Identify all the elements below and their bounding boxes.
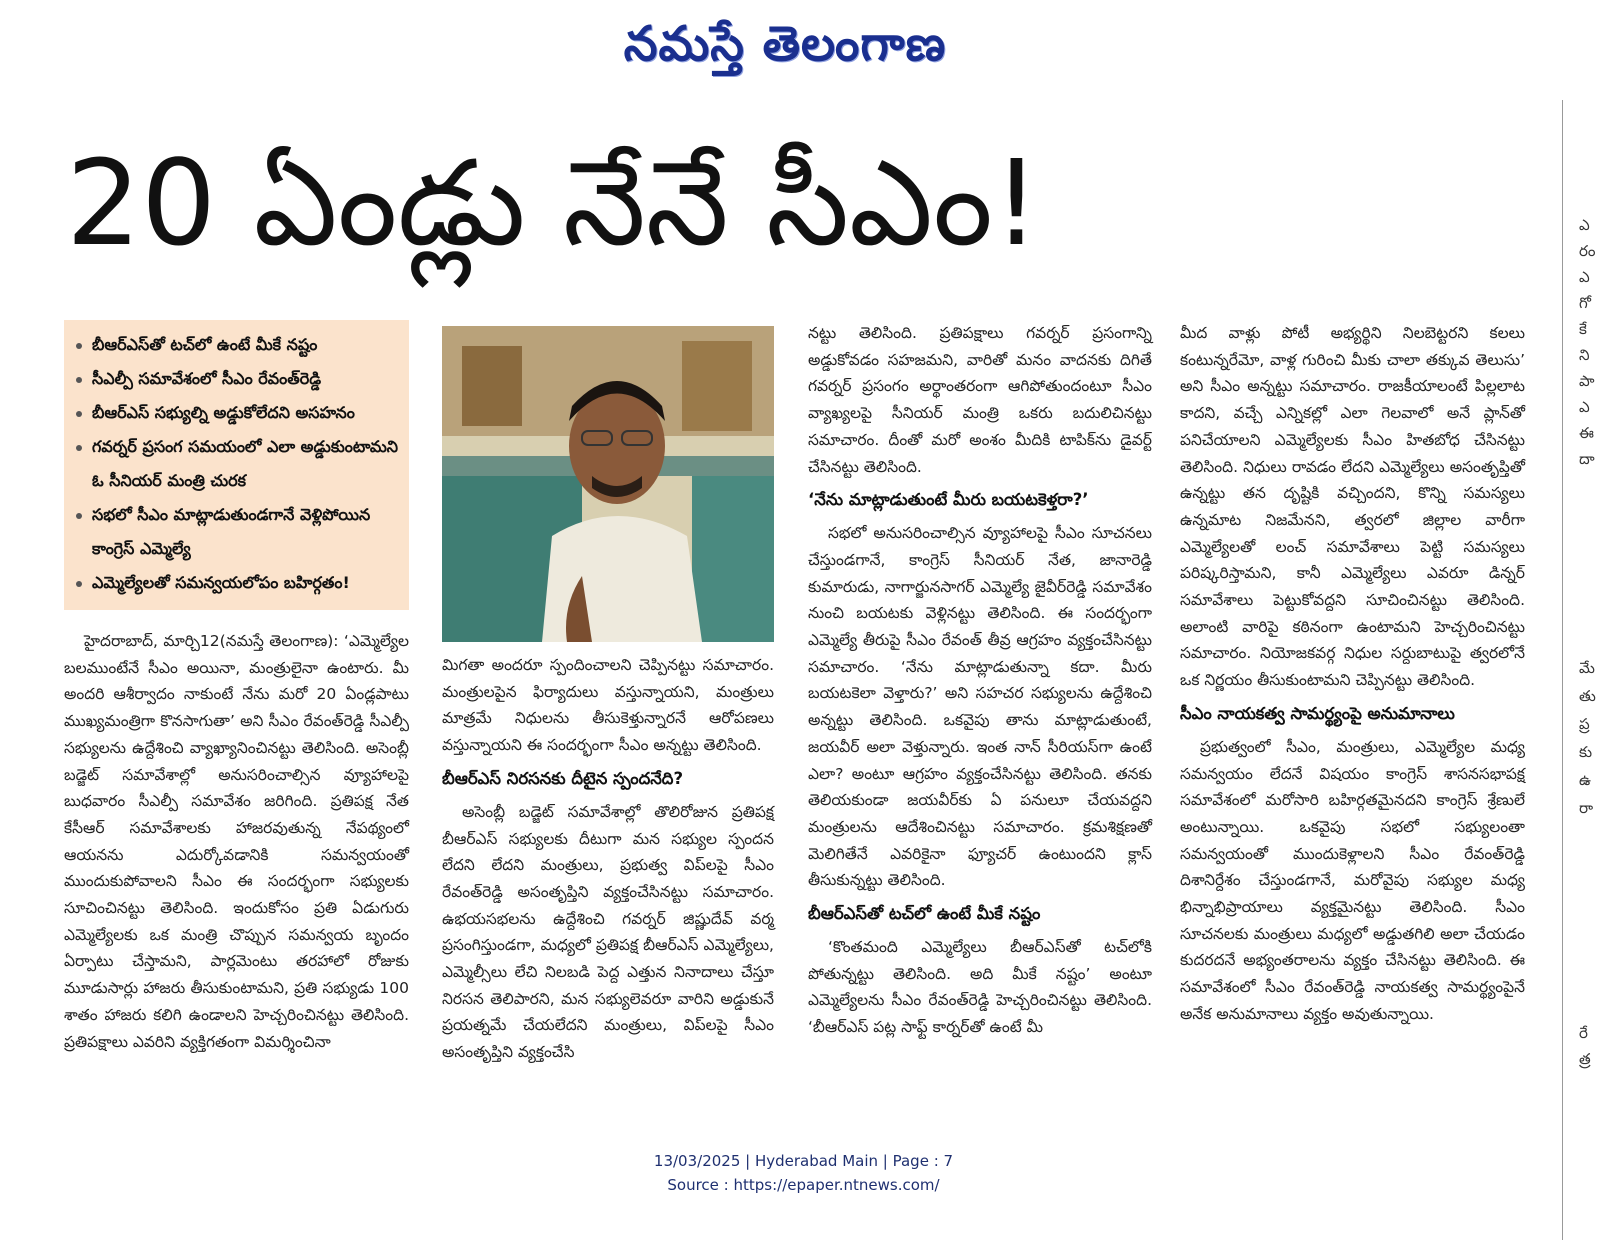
cm-photo-illustration (442, 326, 774, 642)
footer-date-edition: 13/03/2025 | Hyderabad Main | Page : 7 (653, 1152, 954, 1170)
section-heading: సీఎం నాయకత్వ సామర్థ్యంపై అనుమానాలు (1180, 703, 1455, 723)
fragment-text: కు (1579, 743, 1593, 761)
highlight-item: బీఆర్‌ఎస్ సభ్యుల్ని అడ్డుకోలేదని అసహనం (74, 396, 399, 430)
highlight-item: సభలో సీఎం మాట్లాడుతుండగానే వెళ్లిపోయిన కాంగ్రెస్ ఎమ్మెల్యే (74, 498, 399, 566)
article-paragraph: ప్రభుత్వంలో సీఎం, మంత్రులు, ఎమ్మెల్యేల మధ్య సమన్వయం లేదనే విషయం కాంగ్రెస్ శాసనసభాపక్ష సమావేశంలో మరోసారి బహిర్గతమైనదని కాంగ్రెస్ శ్రేణులే అంటున్నాయి. ఒకవైపు సభలో సభ్యులంతా సమన్వయంతో ముందుకెళ్లాలని సీఎం రేవంత్‌రెడ్డి దిశానిర్దేశం చేస్తుండగానే, మరోవైపు సభ్యుల మధ్య భిన్నాభిప్రాయాలు వ్యక్తమైనట్టు తెలిసింది. సీఎం సూచనలకు మంత్రులు మధ్యలో అడ్డుతగిలి అలా చేయడం కుదరదనే అభ్యంతరాలను వ్యక్తం చేసినట్టు తెలిసింది. ఈ సమావేశంలో సీఎం రేవంత్‌రెడ్డి నాయకత్వ సామర్థ్యంపైనే అనేక అనుమానాలు వ్యక్తం అవుతున్నాయి. (1180, 737, 1525, 1023)
footer-source-link[interactable]: Source : https://epaper.ntnews.com/ (667, 1176, 940, 1194)
fragment-text: పా (1579, 372, 1595, 390)
fragment-text: ఎ (1579, 398, 1590, 416)
article-column-2 (442, 652, 774, 1066)
fragment-text: దా (1579, 450, 1595, 468)
section-heading: బీఆర్‌ఎస్‌తో టచ్‌లో ఉంటే మీకే నష్టం (808, 904, 1041, 924)
masthead-logo: నమస్తే తెలంగాణ (623, 16, 947, 72)
fragment-text: ఉ (1579, 771, 1591, 789)
headline: 20 ఏండ్లు నేనే సీఎం! (66, 134, 1041, 272)
fragment-text: త్ర (1579, 1050, 1591, 1068)
fragment-text: రా (1579, 799, 1594, 817)
fragment-text: ఎ (1579, 216, 1590, 234)
fragment-text: కే (1579, 320, 1587, 338)
fragment-text: తు (1579, 687, 1596, 705)
article-paragraph: నట్టు తెలిసింది. ప్రతిపక్షాలు గవర్నర్ ప్రసంగాన్ని అడ్డుకోవడం సహజమని, వారితో మనం వాదనకు దిగితే గవర్నర్ ప్రసంగం అర్థాంతరంగా ఆగిపోతుందంటూ సీఎం వ్యాఖ్యలపై సీనియర్ మంత్రి ఒకరు బదులిచినట్టు సమాచారం. దీంతో మరో అంశం మీదికి టాపిక్‌ను డైవర్ట్ చేసినట్టు తెలిసింది. (808, 324, 1152, 476)
article-paragraph: ‘కొంతమంది ఎమ్మెల్యేలు బీఆర్‌ఎస్‌తో టచ్‌లోకి పోతున్నట్టు తెలిసింది. అది మీకే నష్టం’ అంటూ ఎమ్మెల్యేలను సీఎం రేవంత్‌రెడ్డి హెచ్చరించినట్టు తెలిసింది. ‘బీఆర్‌ఎస్ పట్ల సాఫ్ట్ కార్నర్‌తో ఉంటే మీ (808, 938, 1152, 1037)
highlights-box (64, 320, 409, 610)
section-heading: బీఆర్‌ఎస్ నిరసనకు దీటైన స్పందనేది? (442, 768, 684, 788)
article-paragraph: అసెంబ్లీ బడ్జెట్ సమావేశాల్లో తొలిరోజున ప్రతిపక్ష బీఆర్‌ఎస్ సభ్యులకు దీటుగా మన సభ్యుల స్పందన లేదని లేదని మంత్రులు, ప్రభుత్వ విప్‌లపై సీఎం రేవంత్‌రెడ్డి అసంతృప్తిని వ్యక్తంచేసినట్టు సమాచారం. ఉభయసభలను ఉద్దేశించి గవర్నర్ జిష్ణుదేవ్ వర్మ ప్రసంగిస్తుండగా, మధ్యలో ప్రతిపక్ష బీఆర్‌ఎస్ ఎమ్మెల్యేలు, ఎమ్మెల్సీలు లేచి నిలబడి పెద్ద ఎత్తున నినాదాలు చేస్తూ నిరసన తెలిపారని, మన సభ్యులెవరూ వారిని అడ్డుకునే ప్రయత్నమే చేయలేదని మంత్రులు, విప్‌లపై సీఎం అసంతృప్తిని వ్యక్తంచేసి (442, 802, 774, 1062)
fragment-text: మే (1579, 659, 1595, 677)
fragment-text: రం (1579, 242, 1596, 260)
fragment-text: ఈ (1579, 424, 1594, 442)
fragment-text: గో (1579, 294, 1591, 312)
fragment-text: రే (1579, 1024, 1588, 1042)
article-paragraph: మిగతా అందరూ స్పందించాలని చెప్పినట్టు సమాచారం. మంత్రులపైన ఫిర్యాదులు వస్తున్నాయని, మంత్రులు మాత్రమే నిధులను తీసుకెళ్తున్నారనే ఆరోపణలు వస్తున్నాయని ఈ సందర్భంగా సీఎం అన్నట్టు తెలిసింది. (442, 656, 774, 755)
highlight-item: బీఆర్‌ఎస్‌తో టచ్‌లో ఉంటే మీకే నష్టం (74, 328, 399, 362)
fragment-text: ని (1579, 346, 1590, 364)
cm-photo (442, 326, 774, 642)
article-column-3 (808, 320, 1152, 1041)
article-paragraph: మీద వాళ్లు పోటీ అభ్యర్థిని నిలబెట్టరని కలలు కంటున్నరేమో, వాళ్ల గురించి మీకు చాలా తక్కువ తెలుసు’ అని సీఎం అన్నట్టు సమాచారం. రాజకీయాలంటే పిల్లలాట కాదని, వచ్చే ఎన్నికల్లో ఎలా గెలవాలో అనే ప్లాన్‌తో పనిచేయాలని ఎమ్మెల్యేలకు సీఎం హితబోధ చేసినట్టు తెలిసింది. నిధులు రావడం లేదని ఎమ్మెల్యేలు అసంతృప్తితో ఉన్నట్టు తన దృష్టికి వచ్చిందని, కొన్ని సమస్యలు ఉన్నమాట నిజమేనని, త్వరలో జిల్లాల వారీగా ఎమ్మెల్యేలతో లంచ్ సమావేశాలు పెట్టి సమస్యలు పరిష్కరిస్తామని, కానీ ఎమ్మెల్యేలు ఎవరూ డిన్నర్ సమావేశాలు పెట్టుకోవద్దని సూచించినట్టు తెలిసింది. అలాంటి వారిపై కఠినంగా ఉంటామని హెచ్చరించినట్టు సమాచారం. నియోజకవర్గ నిధుల సర్దుబాటుపై త్వరలోనే ఒక నిర్ణయం తీసుకుంటామని చెప్పినట్టు తెలిసింది. (1180, 324, 1525, 690)
highlight-item: గవర్నర్ ప్రసంగ సమయంలో ఎలా అడ్డుకుంటామని ఓ సీనియర్ మంత్రి చురక (74, 430, 399, 498)
adjacent-article-fragment (1562, 100, 1607, 1240)
fragment-text: ఎ (1579, 268, 1590, 286)
fragment-text: ప్ర (1579, 715, 1590, 733)
article-column-1 (64, 628, 409, 1055)
highlight-item: ఎమ్మెల్యేలతో సమన్వయలోపం బహిర్గతం! (74, 566, 399, 600)
highlight-item: సీఎల్పీ సమావేశంలో సీఎం రేవంత్‌రెడ్డి (74, 362, 399, 396)
article-paragraph: సభలో అనుసరించాల్సిన వ్యూహాలపై సీఎం సూచనలు చేస్తుండగానే, కాంగ్రెస్ సీనియర్ నేత, జానారెడ్డి కుమారుడు, నాగార్జునసాగర్ ఎమ్మెల్యే జైవీర్‌రెడ్డి సమావేశం నుంచి బయటకు వెళ్లినట్టు తెలిసింది. ఈ సందర్భంగా ఎమ్మెల్యే తీరుపై సీఎం రేవంత్ తీవ్ర ఆగ్రహం వ్యక్తంచేసినట్టు సమాచారం. ‘నేను మాట్లాడుతున్నా కదా. మీరు బయటకెలా వెళ్తారు?’ అని సహచర సభ్యులను ఉద్దేశించి అన్నట్టు తెలిసింది. ఒకవైపు తాను మాట్లాడుతుంటే, జయవీర్ అలా వెళ్తున్నారు. ఇంత నాన్ సీరియస్‌గా ఉంటే ఎలా? అంటూ ఆగ్రహం వ్యక్తంచేసినట్టు తెలిసింది. తనకు తెలియకుండా జయవీర్‌కు ఏ పనులూ చేయవద్దని మంత్రులను ఆదేశించినట్టు సమాచారం. క్రమశిక్షణతో మెలిగితేనే ఎవరికైనా ఫ్యూచర్ ఉంటుందని క్లాస్ తీసుకున్నట్టు తెలిసింది. (808, 524, 1152, 890)
article-column-4 (1180, 320, 1525, 1028)
section-heading: ‘నేను మాట్లాడుతుంటే మీరు బయటకెళ్తరా?’ (808, 490, 1089, 510)
article-paragraph: హైదరాబాద్, మార్చి12(నమస్తే తెలంగాణ): ‘ఎమ్మెల్యేల బలముంటేనే సీఎం అయినా, మంత్రులైనా ఉంటారు. మీ అందరి ఆశీర్వాదం నాకుంటే నేను మరో 20 ఏండ్లపాటు ముఖ్యమంత్రిగా కొనసాగుతా’ అని సీఎం రేవంత్‌రెడ్డి సీఎల్పీ సభ్యులను ఉద్దేశించి వ్యాఖ్యానించినట్టు తెలిసింది. అసెంబ్లీ బడ్జెట్ సమావేశాల్లో అనుసరించాల్సిన వ్యూహాలపై బుధవారం సీఎల్పీ సమావేశం జరిగింది. ప్రతిపక్ష నేత కేసీఆర్ సమావేశాలకు హాజరవుతున్న నేపథ్యంలో ఆయనను ఎదుర్కోవడానికి సమన్వయంతో ముందుకుపోవాలని సీఎం ఈ సందర్భంగా సభ్యులకు సూచించినట్టు తెలిసింది. ఇందుకోసం ప్రతి ఏడుగురు ఎమ్మెల్యేలకు ఒక మంత్రి చొప్పున సమన్వయ బృందం ఏర్పాటు చేస్తామని, పార్లమెంటు తరహాలో రోజుకు మూడుసార్లు హాజరు తీసుకుంటామని, ప్రతి సభ్యుడు 100 శాతం హాజరు కలిగి ఉండాలని హెచ్చరించినట్టు తెలిసింది. ప్రతిపక్షాలు ఎవరిని వ్యక్తిగతంగా విమర్శించినా (64, 632, 409, 1051)
